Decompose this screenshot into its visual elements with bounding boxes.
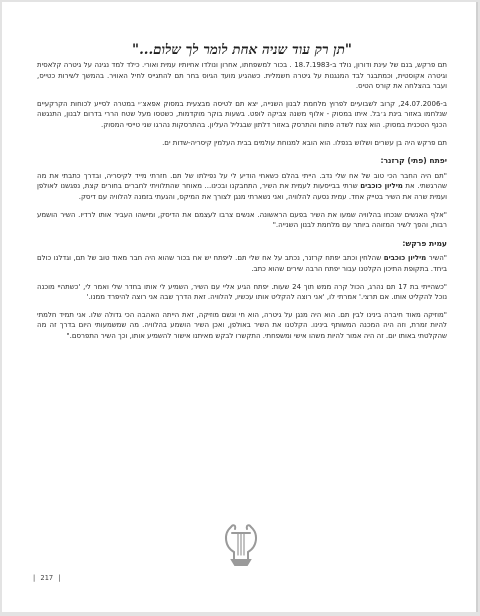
- amit-paragraph-2: "כשהייתי בת 17 תם נהרג, הכול קרה ממש תוך 24 שעות. יפתח הגיע אליי עם השיר, השמיע לי אותו בחדר שלי ואמר לי, 'כשתהיי מוכנה נוכל להקליט אותו. אם תרצי.' אמרתי לו, 'אני רוצה להקליט אותו עכשיו, להלוויה. זאת הדרך שבה אני רוצה להיפרד ממנו.': [37, 282, 447, 302]
- yiftach-text-a: "תם היה החבר הכי טוב של אח שלי נדב. הייתי בהלם כשאחי הודיע לי על נפילתו של תם. חזרתי מייד לקיסריה, ובדרך כתבתי את מה שהרגשתי. את: [37, 171, 448, 191]
- amit-paragraph-3: "מוזיקה מאוד חיברה בינינו לבין תם. הוא היה מנגן על גיטרה, הוא חי ונשם מוזיקה, זאת הייתה האהבה הכי גדולה שלו. אני תמיד חלמתי להיות זמרת, וזה היה המכנה המשותף בינינו. הקלטנו את השיר באולפן, ואכן השיר הושמע בהלוויה. מה שמשמעותי היום בדרך זה מה שהקלטתי באותו יום. זה היה אמור להיות משהו אישי ומשפחתי. התקשרו לבקש מאיתנו אישור להשמיע אותו, וכך השיר התפרסם.": [37, 310, 447, 340]
- amit-text-b: שהלחין וכתב יפתח קרזנר, נכתב על אח שלי תם. ליפתח יש אח בכור שהוא היה חבר מאוד טוב של תם, וגדלנו כולם ביחד. בתקופת התיכון הקלטנו עבור יפתח הרבה שירים שהוא כתב.: [37, 254, 447, 273]
- yiftach-paragraph-2: "אלף האנשים שנכחו בהלוויה שמעו את השיר בפעם הראשונה. אנשים צרבו לעצמם את הדיסק, ומישהו העביר אותו לרדיו. השיר הושמע רבות, והפך לשיר המזוהה ביותר עם מלחמת לבנון השנייה.": [37, 210, 447, 230]
- bio-paragraph-1: תם פרקש, בנם של עינת ודורון, נולד ב-18.7.1983 . בכור למשפחתו, אחרון ונולדו אחיותיו עמית ואורי. כילד למד נגינה על גיטרה קלאסית וגיטרה אקוסטית, וכמתבגר לבד המנגנות על גיטרה חשמלית. כשהגיע מועד הגיוס בחר תם להתגייס לחיל האוויר. בהמשך לשירות כטייס, ועבר בהצלחה את קורס הטיס.: [37, 61, 447, 91]
- bio-paragraph-2: ב-24.07.2006, קרוב לשבועיים לפרוץ מלחמת לבנון השנייה, יצא תם לטיסה מבצעית במסוק אפאצ׳י במטרה לסייע לכוחות הקרקעיים שנלחמו באזור בינת ג׳בל. איתו במסוק - אלוף משנה צביקה לופט. בשעות בוקר מוקדמות, כשטסו מעל שטח הררי בדרום לבנון, התנגשה הכנף הטכנית במסוק. הוא צנח לשדה פתוח והתרסק באזור דלתון שבגליל העליון. בהתרסקות נהרגו שני טייסי המסוק.: [37, 99, 447, 129]
- amit-text-a: "השיר: [428, 254, 447, 263]
- section-title-yiftach: יפתח (פתי) קרזנר:: [380, 156, 447, 166]
- song-title: מיליון כוכבים: [383, 254, 427, 263]
- book-page: [2, 2, 478, 612]
- bio-paragraph-3: תם פרקש היה בן עשרים ושלוש בנפלו. הוא הובא למנוחת עולמים בבית העלמין קיסריה-שדות ים.: [162, 138, 447, 147]
- song-title: מיליון כוכבים: [360, 182, 403, 191]
- section-title-amit: עמית פרקש:: [402, 238, 447, 248]
- page-number: | 217 |: [32, 574, 62, 582]
- page-content: [37, 16, 447, 348]
- headline-area: [37, 16, 447, 60]
- yiftach-text-b: שרתי בבייסעות לעמית את השיר, התחבקנו ובכינו... מאוחר שהתלוויתי לחברים בחורים קצת, נפגשנו לאולפן ועמית שרה את השיר בטייק אחד. עמית נסעה להלוויה, ואני נשארתי מנגן לצורך את המיקס, והגעתי בזמנה להלוויה עם דיסק.: [37, 182, 447, 201]
- chapter-headline: "תן רק עוד שניה אחת לומר לך שלום...": [132, 42, 352, 58]
- yiftach-paragraph-1: [37, 171, 447, 203]
- amit-paragraph-1: [37, 253, 447, 274]
- lyre-icon: [220, 522, 262, 568]
